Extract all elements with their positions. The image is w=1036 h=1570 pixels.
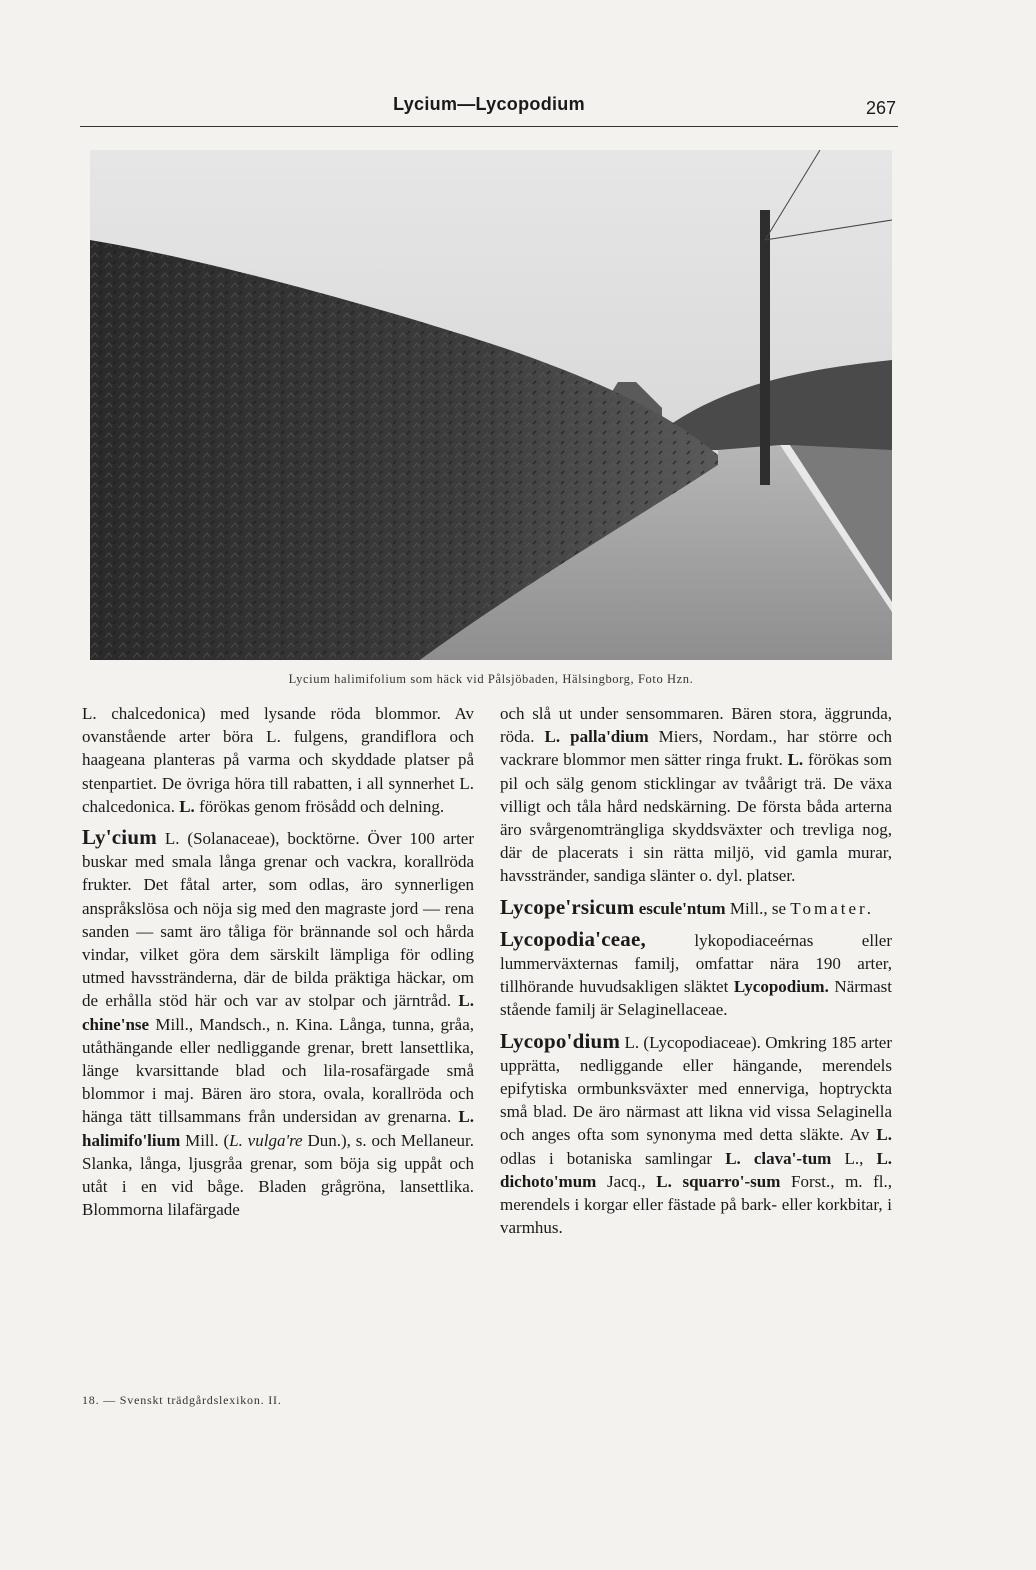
headword-lycopersicum: Lycope'rsicum xyxy=(500,894,635,919)
paragraph-text: och slå ut under sensommaren. Bären stora, äggrunda, röda. xyxy=(500,704,892,747)
paragraph-text: förökas genom frösådd och delning. xyxy=(199,796,445,816)
entry-text: Mill., Mandsch., n. Kina. Långa, tunna, gråa, utåthängande eller nedliggande grenar, brett lansettlika, länge kvarsittande blad och lila-rosafärgade små blommor i maj. Bären äro stora, ovala, korallröda och hänga tätt tillsammans från undersidan av grenarna. xyxy=(82,1014,474,1127)
cross-reference: Tomater. xyxy=(790,898,874,918)
entry-text: Jacq., xyxy=(606,1171,646,1191)
entry-text: odlas i botaniska samlingar xyxy=(500,1148,713,1168)
entry-text: Närmast stående familj är Selaginellaceae. xyxy=(500,977,893,1020)
telegraph-pole xyxy=(760,210,770,485)
page-number: 267 xyxy=(865,98,896,118)
paragraph-text: förökas som pil och sälg genom sticklingar av tvåårigt trä. De växa villigt och tåla hård nedskärning. De första båda arterna äro svårgenomträngliga skyddsväxter och trevliga nog, där de placerats i sin rätta miljö, vid gamla murar, havsstränder, sandiga slänter o. dyl. platser. xyxy=(500,750,892,886)
entry-text: Forst., m. fl., merendels i korgar eller fästade på bark- eller korkbitar, i varmhus. xyxy=(500,1171,893,1238)
entry-lycopersicum xyxy=(500,896,892,920)
paragraph-text: Miers, Nordam., har större och vackrare blommor men sätter ringa frukt. xyxy=(500,727,892,770)
running-title: Lycium—Lycopodium xyxy=(393,94,585,114)
genus-abbrev: L. xyxy=(787,750,804,770)
figure-caption: Lycium halimifolium som häck vid Pålsjöbaden, Hälsingborg, Foto Hzn. xyxy=(288,672,694,686)
right-column xyxy=(500,702,892,1239)
synonym-name: L. vulga're xyxy=(229,1130,303,1150)
paragraph-lychnis-continued xyxy=(82,702,474,818)
paragraph-text: L. chalcedonica) med lysande röda blommor. Av ovanstående arter böra L. fulgens, grandiflora och haageana planteras på varma och skyddade platser på stenpartiet. De övriga höra till rabatten, i all synnerhet L. chalcedonica. xyxy=(82,704,474,816)
genus-abbrev: L. xyxy=(179,796,195,816)
headword-lycopodiaceae: Lycopodia'ceae, xyxy=(500,926,646,951)
headword-lycium: Ly'cium xyxy=(82,825,157,850)
species-name: L. clava'-tum xyxy=(725,1148,832,1168)
entry-text: L. (Lycopodiaceae). Omkring 185 arter upprätta, nedliggande eller hängande, merendels epifytiska ormbunksväxter med ennerviga, hoptryckta små blad. De äro närmast att likna vid vissa Selaginella och anges ofta som synonyma med detta släkte. Av xyxy=(500,1032,893,1145)
entry-lycium xyxy=(82,826,474,1221)
species-name: L. chine'nse xyxy=(82,991,474,1034)
hedge-photograph xyxy=(90,150,892,660)
species-name: L. dichoto'mum xyxy=(500,1148,893,1191)
entry-text: Dun.), s. och Mellaneur. Slanka, långa, ljusgråa grenar, som böja sig uppåt och utåt i en vid båge. Bladen grågröna, lansettlika. Blommorna lilafärgade xyxy=(82,1130,474,1220)
species-name: L. squarro'-sum xyxy=(656,1171,781,1191)
entry-text: L. (Solanaceae), bocktörne. Över 100 arter buskar med smala långa grenar och vackra, korallröda frukter. Det fåtal arter, som odlas, äro synnerligen anspråkslösa och nöja sig med den magraste jord — rena sanden — samt äro tåliga för brännande sol och hårda vindar, vilket göra dem särskilt lämpliga för odling utmed havsstränderna, där de bilda präktiga häckar, om de erhålla stöd här och var av stolpar och järntråd. xyxy=(82,829,474,1011)
genus-name: Lycopodium. xyxy=(733,977,829,997)
species-name: escule'ntum xyxy=(638,898,726,918)
entry-text: lykopodiaceérnas eller lummerväxternas familj, omfattar nära 190 arter, tillhörande huvudsakligen släktet xyxy=(500,930,892,997)
entry-text: Mill. ( xyxy=(185,1130,230,1150)
entry-text: L., xyxy=(844,1148,864,1168)
species-name: L. halimifo'lium xyxy=(82,1107,475,1150)
headword-lycopodium: Lycopo'dium xyxy=(500,1028,621,1053)
species-name: L. palla'dium xyxy=(544,727,649,747)
entry-lycopodiaceae xyxy=(500,928,892,1022)
entry-text: Mill., se xyxy=(729,898,787,918)
running-header xyxy=(80,90,898,127)
entry-lycopodium xyxy=(500,1030,892,1240)
genus-abbrev: L. xyxy=(876,1125,892,1145)
left-column xyxy=(82,702,474,1221)
footer-signature: 18. — Svenskt trädgårdslexikon. II. xyxy=(82,1393,282,1407)
paragraph-lycium-continued xyxy=(500,702,892,888)
